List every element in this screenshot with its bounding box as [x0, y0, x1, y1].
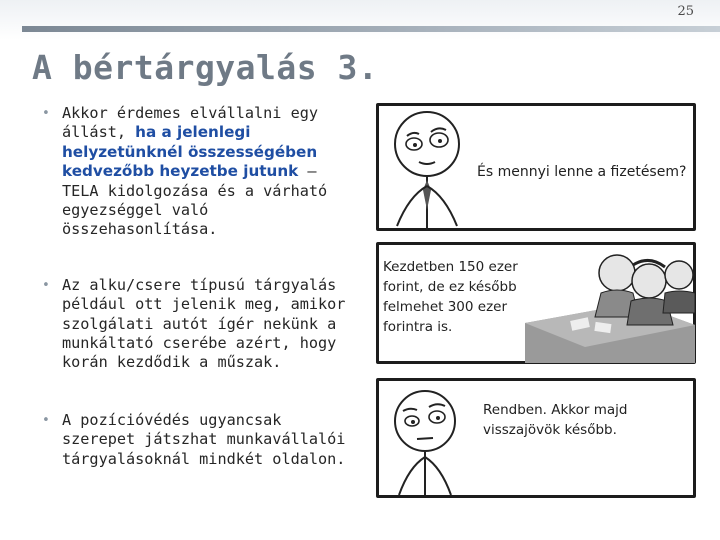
bullet-item-2: • Az alku/csere típusú tárgyalás például ott jelenik meg, amikor szolgálati autót ígér nekünk a munkáltató cserébe azért, hogy korán kezdődik a műszak. [42, 276, 362, 373]
header-rule [22, 26, 720, 32]
comic-panel-2 [376, 242, 696, 364]
panel-3-line-1: Rendben. Akkor majd [483, 402, 628, 418]
bullet-1-pre: Akkor érdemes elvállalni egy állást, [62, 104, 319, 142]
slide-header-bar [0, 0, 720, 40]
page-number: 25 [677, 4, 694, 19]
interview-table-illustration [525, 245, 695, 363]
panel-2-line-1: Kezdetben 150 ezer [383, 259, 518, 275]
panel-3-line-2: visszajövök később. [483, 422, 617, 438]
bullet-item-3: • A pozícióvédés ugyancsak szerepet játszhat munkavállalói tárgyalásoknál mindkét oldalon. [42, 411, 362, 469]
panel-1-speech: És mennyi lenne a fizetésem? [477, 164, 687, 180]
bullet-list [42, 104, 362, 469]
panel-3-speech [483, 400, 627, 440]
comic-strip [368, 96, 700, 502]
panel-2-line-2: forint, de ez később [383, 279, 517, 295]
panel-2-speech [383, 257, 518, 337]
comic-panel-1 [376, 103, 696, 231]
stick-figure-candidate-1 [381, 106, 477, 230]
bullet-item-1 [42, 104, 362, 240]
panel-2-line-4: forintra is. [383, 319, 453, 335]
slide-title: A bértárgyalás 3. [32, 48, 379, 87]
bullet-1-post: – TELA kidolgozása és a várható egyezséggel való összehasonlítása. [62, 162, 328, 239]
comic-panel-3 [376, 378, 696, 498]
panel-2-line-3: felmehet 300 ezer [383, 299, 508, 315]
bullet-1-highlight: ha a jelenlegi helyzetünknél összességében kedvezőbb heyzetbe jutunk [62, 123, 318, 181]
stick-figure-candidate-3 [381, 381, 477, 495]
